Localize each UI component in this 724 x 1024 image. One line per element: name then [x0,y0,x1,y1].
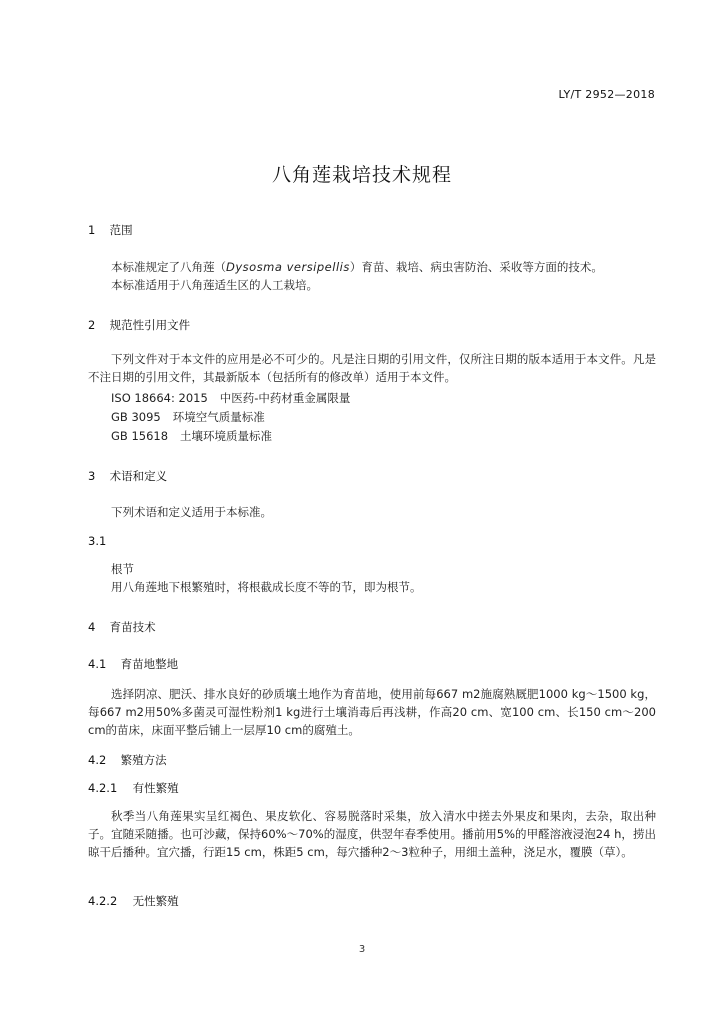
subsection-number: 4.2.2 [88,894,118,908]
reference-code: GB 3095 [111,410,161,424]
section-title: 范围 [109,223,133,237]
reference-code: ISO 18664: 2015 [111,391,208,405]
reference-name: 中医药-中药材重金属限量 [219,391,351,405]
section-3-heading [88,468,656,484]
subsection-4-2-heading [88,752,656,768]
subsection-4-1-heading [88,656,656,672]
subsection-4-2-2-heading [88,893,656,909]
term-3-1-number: 3.1 [88,534,107,548]
reference-item [88,427,679,445]
section-4-heading [88,619,656,635]
section-number: 4 [88,620,96,634]
section-number: 1 [88,223,96,237]
reference-name: 土壤环境质量标准 [180,429,273,443]
reference-item [88,389,679,407]
subsection-4-2-1-heading [88,780,656,796]
reference-name: 环境空气质量标准 [172,410,265,424]
section-title: 规范性引用文件 [109,318,191,332]
subsection-number: 4.2.1 [88,781,118,795]
section-2-heading [88,317,656,333]
section-3-intro: 下列术语和定义适用于本标准。 [111,505,272,519]
subsection-title: 有性繁殖 [132,781,179,795]
section-1-paragraph-2: 本标准适用于八角莲适生区的人工栽培。 [111,278,318,292]
reference-item [88,408,679,426]
subsection-title: 繁殖方法 [120,753,167,767]
subsection-4-2-1-paragraph: 秋季当八角莲果实呈红褐色、果皮软化、容易脱落时采集，放入清水中搓去外果皮和果肉，去杂，取出种子。宜随采随播。也可沙藏，保持60%～70%的湿度，供翌年春季使用。播前用5%的甲醛溶液浸泡24 h，捞出晾干后播种。宜穴播，行距15 cm，株距5 cm，每穴播种2～3粒种子，用细土盖种，浇足水，覆膜（草）。 [88,809,656,859]
reference-code: GB 15618 [111,429,169,443]
page-number: 3 [358,944,366,955]
document-title: 八角莲栽培技术规程 [271,164,452,186]
subsection-number: 4.1 [88,657,107,671]
section-title: 育苗技术 [109,620,156,634]
section-2-intro: 下列文件对于本文件的应用是必不可少的。凡是注日期的引用文件，仅所注日期的版本适用于本文件。凡是不注日期的引用文件，其最新版本（包括所有的修改单）适用于本文件。 [88,352,656,384]
section-number: 3 [88,469,96,483]
term-3-1-definition: 用八角莲地下根繁殖时，将根截成长度不等的节，即为根节。 [111,580,422,594]
subsection-number: 4.2 [88,753,107,767]
section-title: 术语和定义 [109,469,168,483]
term-3-1-term: 根节 [111,562,134,576]
section-1-paragraph-1: 本标准规定了八角莲（Dysosma versipellis）育苗、栽培、病虫害防治、采收等方面的技术。 [111,260,603,274]
subsection-4-1-paragraph: 选择阴凉、肥沃、排水良好的砂质壤土地作为育苗地，使用前每667 m2施腐熟厩肥1000 kg～1500 kg，每667 m2用50%多菌灵可湿性粉剂1 kg进行土壤消毒后再浅耕，作高20 cm、宽100 cm、长150 cm～200 cm的苗床，床面平整后铺上一层厚10 cm的腐殖土。 [88,687,656,737]
subsection-title: 无性繁殖 [132,894,179,908]
latin-name: Dysosma versipellis [226,260,350,274]
standard-code: LY/T 2952—2018 [558,88,655,101]
subsection-title: 育苗地整地 [120,657,179,671]
section-number: 2 [88,318,96,332]
section-1-heading [88,222,656,238]
